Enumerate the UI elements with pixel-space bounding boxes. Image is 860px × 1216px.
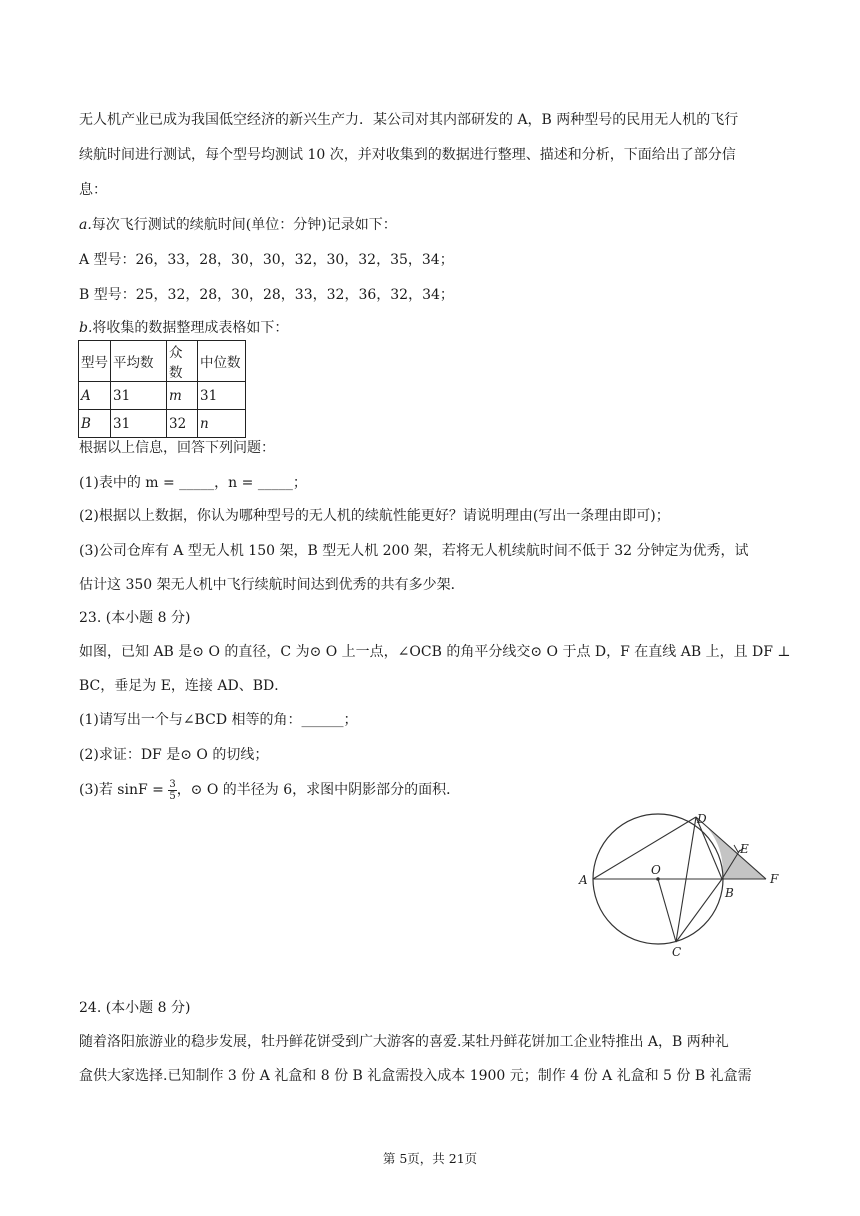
data-row-b: B 型号：25，32，28，30，28，33，32，36，32，34； <box>79 287 454 303</box>
part-a-text: 每次飞行测试的续航时间(单位：分钟)记录如下： <box>91 217 397 233</box>
table-row <box>79 382 246 410</box>
problem-23-line-1: 如图，已知 AB 是⊙ O 的直径，C 为⊙ O 上一点，∠OCB 的角平分线交⊙ O 于点 D，F 在直线 AB 上，且 DF ⊥ <box>79 644 791 660</box>
problem-24-line-1: 随着洛阳旅游业的稳步发展，牡丹鲜花饼受到广大游客的喜爱.某牡丹鲜花饼加工企业特推出 A，B 两种礼 <box>79 1034 729 1050</box>
table-row <box>79 410 246 438</box>
question-2: (2)根据以上数据，你认为哪种型号的无人机的续航性能更好？请说明理由(写出一条理由即可)； <box>79 508 670 524</box>
table-header-row <box>79 341 246 382</box>
table-header-cell: 平均数 <box>111 341 167 382</box>
label-a: A <box>579 873 588 887</box>
problem-23-question-1: (1)请写出一个与∠BCD 相等的角：______； <box>79 712 358 728</box>
part-b-label: b. <box>79 320 93 336</box>
table-header-cell: 中位数 <box>198 341 246 382</box>
question-1: (1)表中的 m = _____，n = _____； <box>79 475 307 491</box>
segment-oc <box>658 879 676 942</box>
label-c: C <box>672 945 682 959</box>
table-cell: 31 <box>111 382 167 410</box>
table-header-cell: 型号 <box>79 341 111 382</box>
problem-24-line-2: 盒供大家选择.已知制作 3 份 A 礼盒和 8 份 B 礼盒需投入成本 1900 元；制作 4 份 A 礼盒和 5 份 B 礼盒需 <box>79 1068 752 1084</box>
fraction-denominator: 5 <box>169 790 176 802</box>
statistics-table <box>78 340 246 438</box>
geometry-figure <box>572 806 794 964</box>
fraction <box>168 779 176 802</box>
problem-23-question-3 <box>79 778 781 802</box>
q3-suffix: ，⊙ O 的半径为 6，求图中阴影部分的面积． <box>176 782 461 798</box>
segment-ad <box>593 817 696 879</box>
part-b-heading <box>79 316 781 340</box>
problem-23-title: 23. (本小题 8 分) <box>79 610 191 626</box>
label-e: E <box>740 842 749 856</box>
label-f: F <box>770 872 779 886</box>
data-row-a: A 型号：26，33，28，30，30，32，30，32，35，34； <box>79 252 454 268</box>
intro-line-2: 续航时间进行测试，每个型号均测试 10 次，并对收集到的数据进行整理、描述和分析，下面给出了部分信 <box>79 147 736 163</box>
problem-23-line-2: BC，垂足为 E，连接 AD、BD． <box>79 678 289 694</box>
fraction-numerator: 3 <box>169 778 176 790</box>
part-a-heading <box>79 213 781 237</box>
label-o: O <box>651 863 661 877</box>
problem-24-title: 24. (本小题 8 分) <box>79 1000 191 1016</box>
intro-line-1: 无人机产业已成为我国低空经济的新兴生产力．某公司对其内部研发的 A，B 两种型号的民用无人机的飞行 <box>79 112 739 128</box>
page-footer: 第 5页，共 21页 <box>382 1151 478 1166</box>
problem-23-question-2: (2)求证：DF 是⊙ O 的切线； <box>79 747 269 763</box>
table-cell: B <box>79 410 111 438</box>
table-cell: 32 <box>167 410 198 438</box>
table-cell: A <box>79 382 111 410</box>
table-cell: 31 <box>198 382 246 410</box>
center-point <box>656 877 660 881</box>
table-cell: m <box>167 382 198 410</box>
label-d: D <box>697 812 707 826</box>
table-cell: 31 <box>111 410 167 438</box>
questions-intro: 根据以上信息，回答下列问题： <box>79 440 275 456</box>
table-cell: n <box>198 410 246 438</box>
q3-prefix: (3)若 sinF = <box>79 782 169 798</box>
part-a-label: a. <box>79 217 92 233</box>
label-b: B <box>725 886 734 900</box>
table-header-cell: 众数 <box>167 341 198 382</box>
segment-db <box>696 817 722 879</box>
part-b-text: 将收集的数据整理成表格如下： <box>92 320 289 336</box>
question-3-line-2: 估计这 350 架无人机中飞行续航时间达到优秀的共有多少架． <box>79 577 465 593</box>
question-3-line-1: (3)公司仓库有 A 型无人机 150 架，B 型无人机 200 架，若将无人机续航时间不低于 32 分钟定为优秀，试 <box>79 543 749 559</box>
intro-line-3: 息： <box>79 182 107 198</box>
